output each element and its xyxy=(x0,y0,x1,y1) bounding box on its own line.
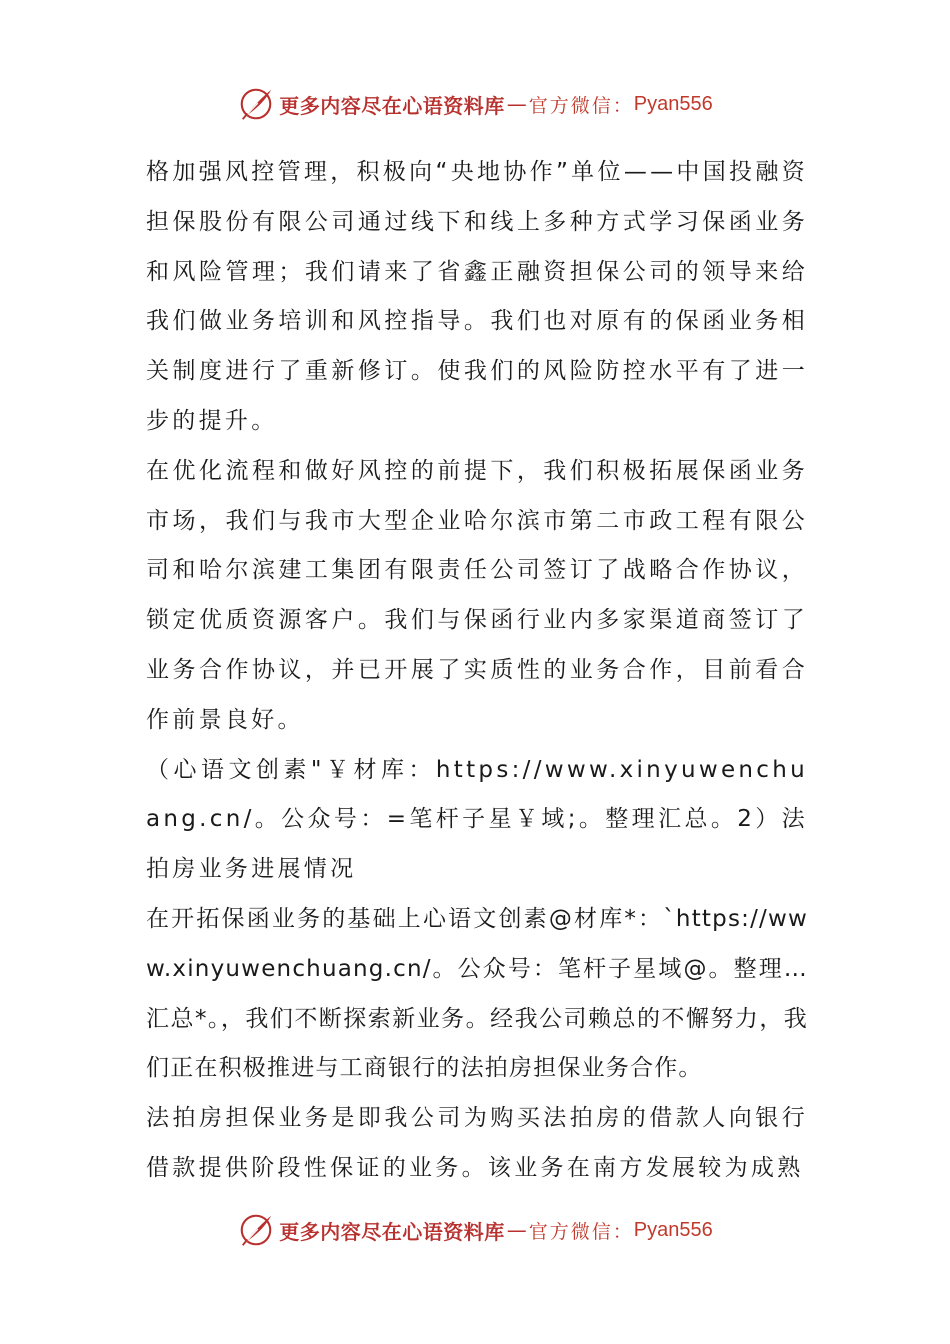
header-brand-text: 更多内容尽在心语资料库 xyxy=(279,93,505,118)
header-banner xyxy=(0,82,950,126)
paragraph-new-business: 在开拓保函业务的基础上心语文创素@材库*：`https://www.xinyuwenchuang.cn/。公众号：笔杆子星域@。整理…汇总*。，我们不断探索新业务。经我公司赖总的不懈努力，我们正在积极推进与工商银行的法拍房担保业务合作。 xyxy=(146,905,808,1082)
footer-dash: — xyxy=(506,1218,527,1242)
paragraph-market-expansion: 在优化流程和做好风控的前提下，我们积极拓展保函业务市场，我们与我市大型企业哈尔滨市第二市政工程有限公司和哈尔滨建工集团有限责任公司签订了战略合作协议，锁定优质资源客户。我们与保函行业内多家渠道商签订了业务合作协议，并已开展了实质性的业务合作，目前看合作前景良好。 xyxy=(146,457,808,733)
footer-wechat-label: 官方微信： xyxy=(528,1220,634,1243)
quill-logo-icon xyxy=(237,85,275,123)
header-wechat-label: 官方微信： xyxy=(528,94,634,117)
quill-logo-icon xyxy=(237,1211,275,1249)
header-account-id: Pyan556 xyxy=(633,92,713,115)
footer-brand-text: 更多内容尽在心语资料库 xyxy=(279,1219,505,1244)
paragraph-risk-control: 格加强风控管理，积极向“央地协作”单位——中国投融资担保股份有限公司通过线下和线上多种方式学习保函业务和风险管理；我们请来了省鑫正融资担保公司的领导来给我们做业务培训和风控指导。我们也对原有的保函业务相关制度进行了重新修订。使我们的风险防控水平有了进一步的提升。 xyxy=(146,159,808,434)
footer-banner xyxy=(0,1208,950,1252)
document-body xyxy=(146,148,808,1194)
footer-account-id: Pyan556 xyxy=(633,1218,713,1241)
header-dash: — xyxy=(506,92,527,116)
paragraph-section-heading: （心语文创素"￥材库：https://www.xinyuwenchuang.cn/。公众号：=笔杆子星￥域;。整理汇总。2）法拍房业务进展情况 xyxy=(146,756,808,883)
paragraph-auction-guarantee: 法拍房担保业务是即我公司为购买法拍房的借款人向银行借款提供阶段性保证的业务。该业务在南方发展较为成熟 xyxy=(146,1105,808,1181)
